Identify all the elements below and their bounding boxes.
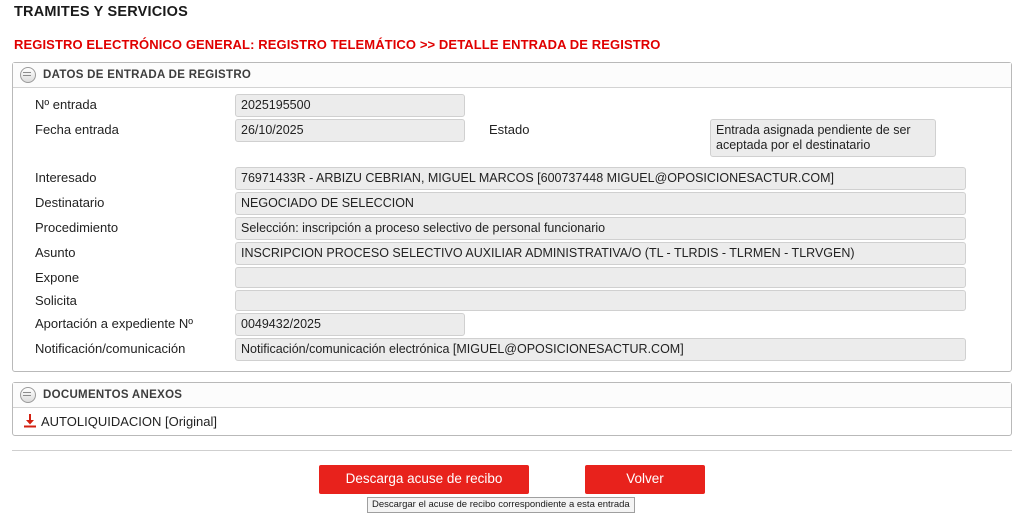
list-item[interactable] <box>13 408 1011 435</box>
value-interesado: 76971433R - ARBIZU CEBRIAN, MIGUEL MARCOS [600737448 MIGUEL@OPOSICIONESACTUR.COM] <box>235 167 966 190</box>
documents-panel-header[interactable] <box>13 383 1011 408</box>
label-asunto: Asunto <box>35 245 76 260</box>
value-notificacion: Notificación/comunicación electrónica [MIGUEL@OPOSICIONESACTUR.COM] <box>235 338 966 361</box>
row-notificacion <box>21 338 1003 361</box>
download-icon[interactable] <box>22 413 38 429</box>
row-expone <box>21 267 1003 288</box>
label-fecha-entrada: Fecha entrada <box>35 122 119 137</box>
label-procedimiento: Procedimiento <box>35 220 119 235</box>
value-fecha-entrada: 26/10/2025 <box>235 119 465 142</box>
row-fecha-entrada <box>21 119 1003 157</box>
label-estado: Estado <box>489 122 530 137</box>
collapse-icon[interactable] <box>20 67 36 83</box>
divider <box>12 450 1012 451</box>
label-destinatario: Destinatario <box>35 195 105 210</box>
row-destinatario <box>21 192 1003 215</box>
label-aportacion-expediente: Aportación a expediente Nº <box>35 316 193 331</box>
value-destinatario: NEGOCIADO DE SELECCION <box>235 192 966 215</box>
value-expone <box>235 267 966 288</box>
value-asunto: INSCRIPCION PROCESO SELECTIVO AUXILIAR ADMINISTRATIVA/O (TL - TLRDIS - TLRMEN - TLRVGEN) <box>235 242 966 265</box>
value-estado: Entrada asignada pendiente de ser aceptada por el destinatario <box>710 119 936 157</box>
label-expone: Expone <box>35 270 80 285</box>
breadcrumb: REGISTRO ELECTRÓNICO GENERAL: REGISTRO TELEMÁTICO >> DETALLE ENTRADA DE REGISTRO <box>14 37 661 52</box>
page-title: TRAMITES Y SERVICIOS <box>14 4 189 20</box>
label-solicita: Solicita <box>35 293 77 308</box>
value-procedimiento: Selección: inscripción a proceso selectivo de personal funcionario <box>235 217 966 240</box>
value-num-entrada: 2025195500 <box>235 94 465 117</box>
row-asunto <box>21 242 1003 265</box>
row-procedimiento <box>21 217 1003 240</box>
documents-panel-title: DOCUMENTOS ANEXOS <box>43 389 183 401</box>
row-num-entrada <box>21 94 1003 117</box>
row-interesado <box>21 167 1003 190</box>
download-receipt-tooltip: Descargar el acuse de recibo correspondiente a esta entrada <box>367 497 635 513</box>
page-container <box>0 4 1024 510</box>
entry-data-panel-header[interactable] <box>13 63 1011 88</box>
document-name[interactable]: AUTOLIQUIDACION [Original] <box>41 413 218 429</box>
value-aportacion-expediente: 0049432/2025 <box>235 313 465 336</box>
label-num-entrada: Nº entrada <box>35 97 97 112</box>
entry-data-panel-body <box>13 88 1011 371</box>
collapse-icon[interactable] <box>20 387 36 403</box>
spacer <box>21 159 1003 167</box>
value-solicita <box>235 290 966 311</box>
entry-data-panel <box>12 62 1012 372</box>
back-button[interactable]: Volver <box>585 465 705 494</box>
row-solicita <box>21 290 1003 311</box>
download-receipt-button[interactable]: Descarga acuse de recibo <box>319 465 529 494</box>
label-notificacion: Notificación/comunicación <box>35 341 186 356</box>
action-bar <box>10 465 1014 510</box>
documents-panel <box>12 382 1012 436</box>
row-aportacion-expediente <box>21 313 1003 336</box>
entry-data-panel-title: DATOS DE ENTRADA DE REGISTRO <box>43 69 252 81</box>
label-interesado: Interesado <box>35 170 97 185</box>
